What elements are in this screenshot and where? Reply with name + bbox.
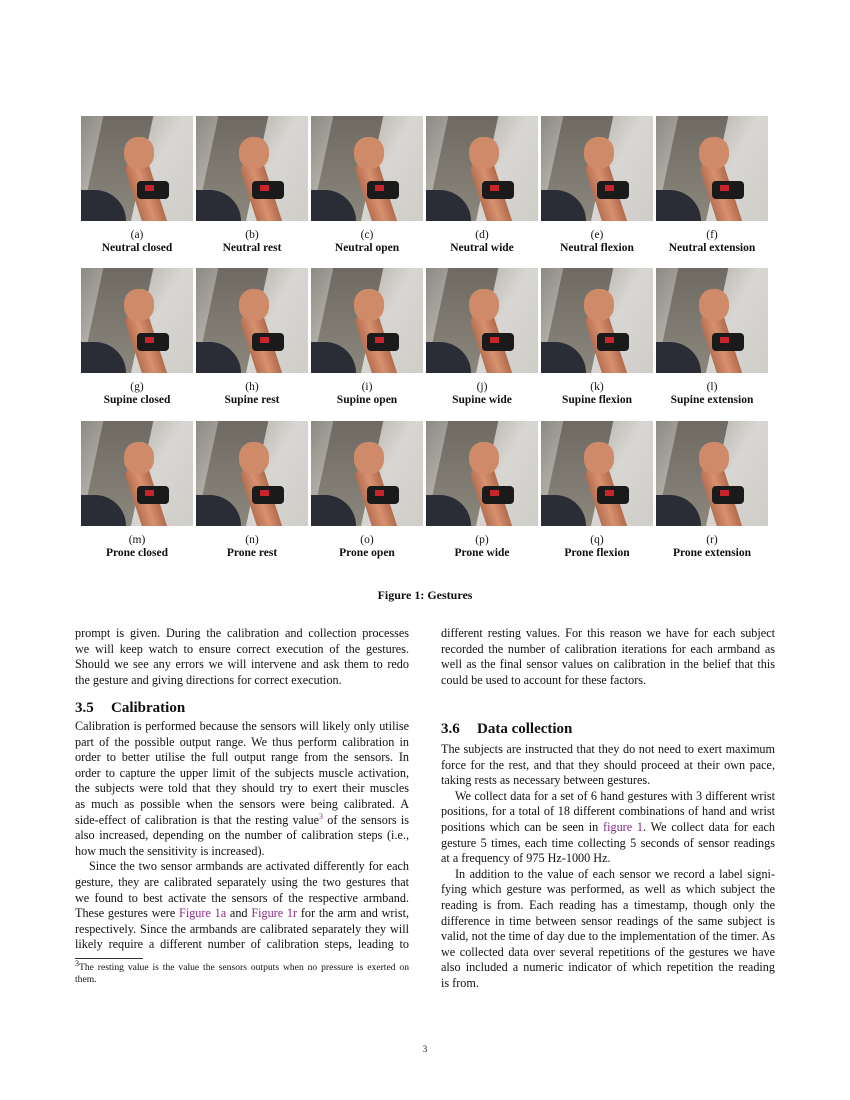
- hand: [584, 442, 614, 474]
- footnote-ref[interactable]: 3: [318, 811, 323, 821]
- hand: [699, 442, 729, 474]
- paragraph-intro-left: [75, 626, 409, 688]
- text-line: taking rests as necessary between gestures.: [441, 773, 651, 788]
- text-line: order to better utilise the full output range from the sensors. In: [75, 750, 409, 765]
- gesture-photo: [426, 421, 538, 526]
- subfigure-letter: (i): [361, 381, 373, 393]
- text: . We collect data for each: [643, 819, 776, 834]
- subfigure-label: Supine extension: [670, 394, 754, 406]
- subfigure-label: Prone extension: [672, 547, 752, 559]
- hand: [699, 289, 729, 321]
- hand: [239, 442, 269, 474]
- paragraph-intro-right: [441, 626, 775, 688]
- gesture-photo: [196, 116, 308, 221]
- armband: [367, 333, 399, 351]
- text-line: we will keep watch to ensure correct execution of the gestures.: [75, 641, 409, 656]
- armband: [482, 486, 514, 504]
- subfigure-label: Prone flexion: [564, 547, 630, 559]
- subfigure-caption: [642, 381, 782, 407]
- section-title: Data collection: [477, 721, 573, 737]
- section-heading-data-collection: [441, 721, 572, 738]
- text-line: is from.: [441, 975, 479, 990]
- footnote-text: The resting value is the value the sensors outputs when no pressure is exerted on them.: [75, 962, 409, 985]
- armband: [712, 181, 744, 199]
- calibration-body: [75, 719, 409, 953]
- text: and: [226, 906, 252, 921]
- section-number: 3.6: [441, 721, 460, 737]
- subfigure-label: Neutral extension: [668, 242, 756, 254]
- text-line: the gesture and giving directions for correct execution.: [75, 672, 342, 687]
- subfigure-letter: (n): [245, 534, 259, 546]
- gesture-photo: [311, 116, 423, 221]
- gesture-photo: [81, 268, 193, 373]
- hand: [124, 137, 154, 169]
- text-line: also included a numeric indicator of which repetition the reading: [441, 960, 775, 975]
- text-line: well as the final sensor values on calibration in the belief that this: [441, 657, 775, 672]
- hand: [584, 289, 614, 321]
- subfigure-label: Prone wide: [454, 547, 510, 559]
- hand: [584, 137, 614, 169]
- hand: [124, 289, 154, 321]
- text: side-effect of calibration is that the resting value: [75, 812, 319, 827]
- hand: [124, 442, 154, 474]
- subfigure-letter: (p): [475, 534, 489, 546]
- text-line: We collect data for a set of 6 hand gestures with 3 different wrist: [455, 788, 775, 803]
- armband: [482, 333, 514, 351]
- subfigure-label: Supine flexion: [562, 394, 632, 406]
- gesture-photo: [311, 421, 423, 526]
- subfigure-letter: (k): [590, 381, 604, 393]
- text-line: as much as possible when the sensors were being calibrated. A: [75, 796, 409, 811]
- subfigure-letter: (l): [706, 381, 718, 393]
- armband: [482, 181, 514, 199]
- subfigure-caption: [642, 534, 782, 560]
- text-line: Should we see any errors we will intervene and ask them to redo: [75, 657, 409, 672]
- hand: [354, 137, 384, 169]
- subfigure-label: Neutral open: [334, 242, 400, 254]
- armband: [597, 333, 629, 351]
- text-line: difference in time between sensor readings of the same subject is: [441, 913, 775, 928]
- text: for the arm and wrist,: [297, 906, 409, 921]
- subfigure-letter: (e): [590, 229, 604, 241]
- subfigure-letter: (b): [245, 229, 259, 241]
- text-line: could be used to account for these factors.: [441, 672, 647, 687]
- figure-caption: Figure 1: Gestures: [377, 588, 473, 602]
- text-line: gesture 5 times, each time collecting 5 seconds of sensor readings: [441, 835, 775, 850]
- subfigure-letter: (h): [245, 381, 259, 393]
- paragraph: [441, 742, 775, 789]
- text-line: prompt is given. During the calibration and collection processes: [75, 626, 409, 640]
- gesture-photo: [656, 268, 768, 373]
- text-line: we collected data over several repetitions of the gestures we have: [441, 944, 775, 959]
- hand: [239, 289, 269, 321]
- subfigure-label: Supine closed: [103, 394, 171, 406]
- figure-1-link[interactable]: figure 1: [603, 819, 644, 834]
- gesture-photo: [81, 116, 193, 221]
- text-line: gesture, they are calibrated separately using the two gestures that: [75, 874, 409, 889]
- paragraph-cont: [75, 922, 409, 953]
- hand: [469, 289, 499, 321]
- text-line: at a frequency of 975 Hz-1000 Hz.: [441, 851, 611, 866]
- paragraph-cont: [441, 836, 775, 867]
- subfigure-letter: (o): [360, 534, 374, 546]
- text-line: how much the sensitivity is increased).: [75, 843, 265, 858]
- gesture-photo: [426, 268, 538, 373]
- text-line: respectively. Since the armbands are calibrated separately they will: [75, 921, 409, 936]
- gesture-photo: [541, 421, 653, 526]
- text-line: we found to best activate the sensors of the respective armband.: [75, 890, 409, 905]
- subfigure-label: Prone rest: [226, 547, 278, 559]
- subfigure-label: Supine wide: [452, 394, 512, 406]
- page-number: 3: [422, 1044, 428, 1054]
- hand: [469, 137, 499, 169]
- armband: [367, 486, 399, 504]
- gesture-photo: [541, 116, 653, 221]
- paragraph: [75, 719, 409, 813]
- armband: [597, 486, 629, 504]
- subfigure-label: Supine open: [336, 394, 398, 406]
- armband: [252, 486, 284, 504]
- subfigure-label: Supine rest: [224, 394, 280, 406]
- armband: [367, 181, 399, 199]
- figure-1r-link[interactable]: Figure 1r: [251, 906, 298, 921]
- text-line: reading is from. Each reading has a timestamp, though only the: [441, 897, 775, 912]
- gesture-photo: [541, 268, 653, 373]
- gesture-photo: [656, 116, 768, 221]
- text-line: the subjects were told that they should try to exert their muscles: [75, 781, 409, 796]
- text-line: also increased, depending on the number of calibration steps (i.e.,: [75, 828, 409, 843]
- text-line: recorded the number of calibration iterations for each armband as: [441, 641, 775, 656]
- subfigure-letter: (g): [130, 381, 144, 393]
- footnote-mark: 3: [75, 958, 79, 968]
- subfigure-letter: (r): [706, 534, 718, 546]
- text-line: valid, not the time of day due to the implementation of the timer. As: [441, 929, 775, 944]
- armband: [712, 333, 744, 351]
- section-heading-calibration: [75, 700, 185, 717]
- armband: [252, 181, 284, 199]
- subfigure-label: Prone open: [339, 547, 395, 559]
- subfigure-letter: (j): [476, 381, 488, 393]
- gesture-photo: [656, 421, 768, 526]
- armband: [137, 181, 169, 199]
- subfigure-label: Neutral rest: [222, 242, 282, 254]
- subfigure-letter: (m): [128, 534, 146, 546]
- gesture-photo: [81, 421, 193, 526]
- hand: [354, 442, 384, 474]
- data-collection-body: [441, 742, 775, 992]
- hand: [699, 137, 729, 169]
- gesture-photo: [311, 268, 423, 373]
- footnote: [75, 958, 409, 986]
- text-line: fying which gesture was performed, as well as which subject the: [441, 882, 775, 897]
- paragraph: [441, 867, 775, 992]
- subfigure-letter: (d): [475, 229, 489, 241]
- text-line: different resting values. For this reason we have for each subject: [441, 626, 775, 640]
- subfigure-label: Neutral flexion: [560, 242, 634, 254]
- text: of the sensors is: [322, 812, 409, 827]
- gesture-photo: [196, 421, 308, 526]
- text-line: [75, 813, 409, 829]
- text-line: likely require a different number of calibration steps, leading to: [75, 937, 409, 952]
- text-line: Calibration is performed because the sensors will likely only utilise: [75, 719, 409, 733]
- text-line: force for the rest, and that they should proceed at their own pace,: [441, 757, 775, 772]
- text: positions which can be seen in: [441, 819, 604, 834]
- armband: [252, 333, 284, 351]
- subfigure-label: Neutral closed: [101, 242, 173, 254]
- subfigure-letter: (q): [590, 534, 604, 546]
- text-line: Since the two sensor armbands are activated differently for each: [89, 859, 409, 874]
- section-number: 3.5: [75, 700, 94, 716]
- text-line: positions, for a total of 18 different combinations of hand and wrist: [441, 804, 775, 819]
- footnote-rule: [75, 958, 143, 959]
- text-line: part of the possible output range. We thus perform calibration in: [75, 734, 409, 749]
- text-line: [441, 820, 775, 836]
- hand: [469, 442, 499, 474]
- left-column: [75, 626, 409, 688]
- text-line: order to capture the upper limit of the subjects muscle activation,: [75, 765, 409, 780]
- armband: [712, 486, 744, 504]
- armband: [137, 486, 169, 504]
- text-line: [75, 906, 409, 922]
- subfigure-label: Neutral wide: [450, 242, 514, 254]
- subfigure-caption: [642, 229, 782, 255]
- text-line: The subjects are instructed that they do not need to exert maximum: [441, 742, 775, 756]
- hand: [354, 289, 384, 321]
- gesture-photo: [426, 116, 538, 221]
- figure-1a-link[interactable]: Figure 1a: [179, 906, 227, 921]
- hand: [239, 137, 269, 169]
- text: These gestures were: [75, 906, 180, 921]
- subfigure-letter: (f): [706, 229, 718, 241]
- paragraph-cont: [75, 828, 409, 859]
- armband: [597, 181, 629, 199]
- paragraph: [75, 859, 409, 906]
- subfigure-label: Prone closed: [105, 547, 169, 559]
- paragraph: [441, 789, 775, 820]
- subfigure-letter: (a): [130, 229, 144, 241]
- section-title: Calibration: [111, 700, 186, 716]
- gesture-photo: [196, 268, 308, 373]
- right-column: [441, 626, 775, 688]
- text-line: In addition to the value of each sensor we record a label signi-: [455, 866, 775, 881]
- subfigure-letter: (c): [360, 229, 374, 241]
- armband: [137, 333, 169, 351]
